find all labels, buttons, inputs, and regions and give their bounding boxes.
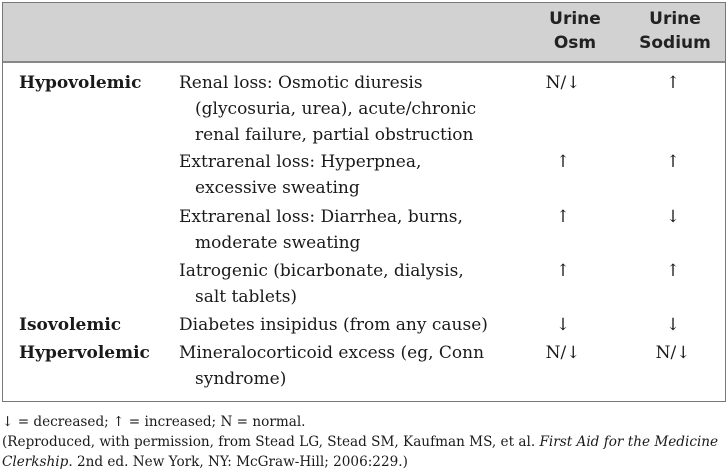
header-urine-osm: Urine Osm [549, 9, 601, 53]
urine-osm-value: N/↓ [545, 73, 581, 93]
row-description: Renal loss: Osmotic diuresis (glycosuria, urea), acute/chronic renal failure, partial obstruction [179, 73, 477, 145]
row-description: Diabetes insipidus (from any cause) [179, 315, 488, 335]
urine-osm-value: ↑ [555, 261, 571, 281]
citation-note: (Reproduced, with permission, from Stead LG, Stead SM, Kaufman MS, et al. First Aid for the Medicine [2, 434, 719, 450]
legend-note: ↓ = decreased; ↑ = increased; N = normal. [2, 414, 306, 430]
citation-note-cont: Clerkship. 2nd ed. New York, NY: McGraw-Hill; 2006:229.) [2, 454, 408, 470]
urine-osm-value: ↓ [555, 315, 571, 335]
row-description: Mineralocorticoid excess (eg, Conn syndrome) [179, 343, 485, 389]
urine-osm-value: ↑ [555, 207, 571, 227]
category-label: Hypovolemic [19, 73, 142, 93]
category-label: Isovolemic [19, 315, 122, 335]
header-urine-sodium: Urine Sodium [639, 9, 711, 53]
urine-sodium-value: ↑ [665, 261, 681, 281]
header-divider [3, 61, 725, 63]
urine-findings-table [2, 2, 726, 402]
urine-osm-value: N/↓ [545, 343, 581, 363]
row-description: Extrarenal loss: Hyperpnea, excessive sweating [179, 152, 422, 198]
row-description: Iatrogenic (bicarbonate, dialysis, salt tablets) [179, 261, 464, 307]
urine-sodium-value: N/↓ [655, 343, 691, 363]
urine-sodium-value: ↑ [665, 152, 681, 172]
urine-sodium-value: ↓ [665, 207, 681, 227]
category-label: Hypervolemic [19, 343, 150, 363]
table-footnotes [2, 412, 726, 472]
row-description: Extrarenal loss: Diarrhea, burns, moderate sweating [179, 207, 463, 253]
urine-sodium-value: ↑ [665, 73, 681, 93]
urine-osm-value: ↑ [555, 152, 571, 172]
urine-sodium-value: ↓ [665, 315, 681, 335]
table-header [3, 3, 725, 61]
